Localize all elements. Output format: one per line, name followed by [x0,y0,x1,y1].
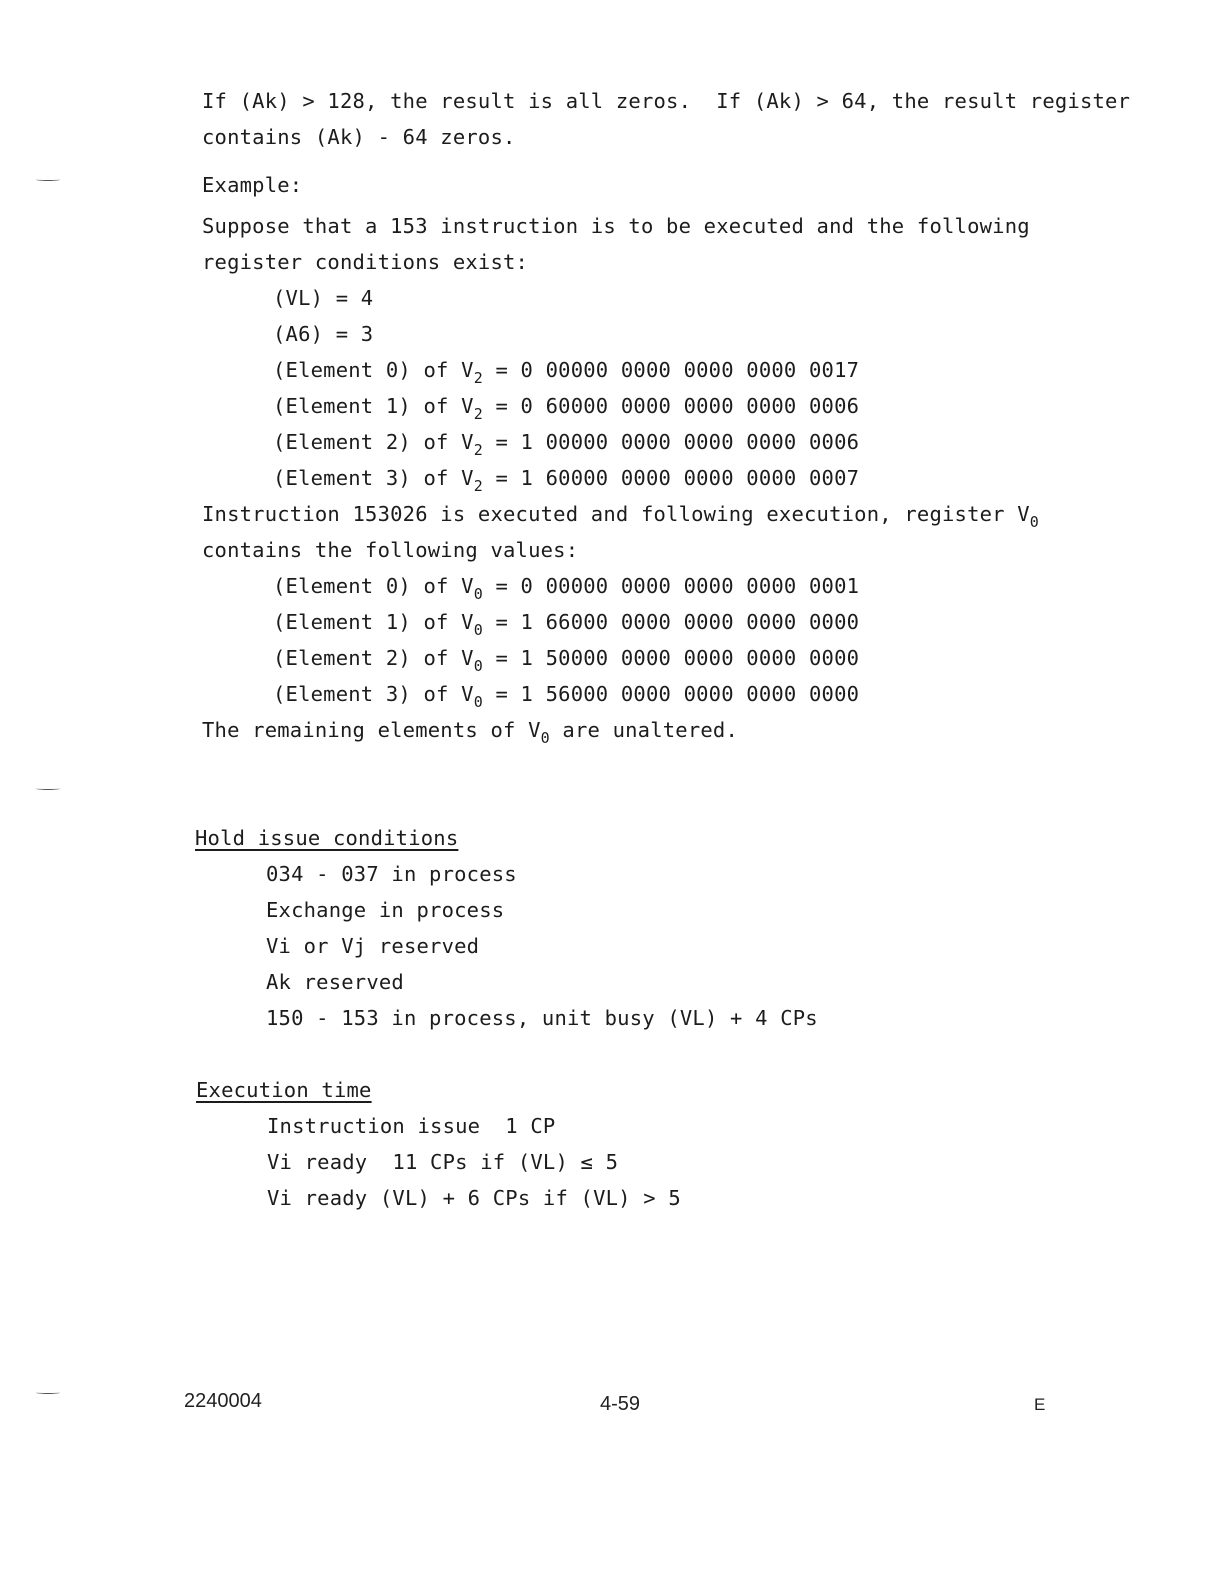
register-subscript: 0 [473,621,483,639]
hold-issue-heading: Hold issue conditions [195,826,459,850]
element-value: = 1 50000 0000 0000 0000 0000 [495,646,860,670]
statement-text: Instruction 153026 is executed and following execution, register V [202,502,1030,526]
element-value: = 0 00000 0000 0000 0000 0001 [495,574,860,598]
execution-time-heading: Execution time [196,1078,372,1102]
hold-condition-item: Vi or Vj reserved [266,934,480,958]
execution-time-item: Instruction issue 1 CP [267,1114,556,1138]
a6-condition: (A6) = 3 [273,322,374,346]
register-subscript: 2 [473,405,483,423]
v0-element-row [273,609,859,637]
element-label: (Element 2) of V [273,646,474,670]
example-desc-line-1: Suppose that a 153 instruction is to be executed and the following [202,214,1030,238]
intro-line-2: contains (Ak) - 64 zeros. [202,125,516,149]
register-subscript: 0 [473,585,483,603]
document-number: 2240004 [184,1390,262,1412]
v2-element-row [273,393,859,421]
register-subscript: 2 [473,369,483,387]
element-label: (Element 0) of V [273,358,474,382]
register-subscript: 0 [1029,513,1040,531]
element-value: = 1 66000 0000 0000 0000 0000 [495,610,860,634]
execution-time-item: Vi ready (VL) + 6 CPs if (VL) > 5 [267,1186,681,1210]
example-desc-line-2: register conditions exist: [202,250,529,274]
element-value: = 1 56000 0000 0000 0000 0000 [495,682,860,706]
v0-element-row [273,645,859,673]
hold-condition-item: Ak reserved [266,970,404,994]
register-subscript: 2 [473,477,483,495]
element-label: (Element 1) of V [273,394,474,418]
element-value: = 1 60000 0000 0000 0000 0007 [495,466,860,490]
margin-mark [36,787,60,790]
hold-condition-item: 034 - 037 in process [266,862,517,886]
execution-statement-line-1 [202,501,1039,529]
intro-line-1: If (Ak) > 128, the result is all zeros. If (Ak) > 64, the result register [202,89,1131,113]
revision-letter: E [1034,1395,1046,1414]
v2-element-row [273,429,859,457]
register-subscript: 0 [473,693,483,711]
note-text: The remaining elements of V [202,718,541,742]
margin-mark [36,1391,60,1394]
hold-condition-item: 150 - 153 in process, unit busy (VL) + 4 CPs [266,1006,818,1030]
element-label: (Element 3) of V [273,682,474,706]
element-value: = 1 00000 0000 0000 0000 0006 [495,430,860,454]
element-label: (Element 1) of V [273,610,474,634]
v0-element-row [273,573,859,601]
v0-element-row [273,681,859,709]
note-text: are unaltered. [549,718,739,742]
v2-element-row [273,357,859,385]
hold-condition-item: Exchange in process [266,898,505,922]
register-subscript: 0 [473,657,483,675]
element-label: (Element 3) of V [273,466,474,490]
element-label: (Element 0) of V [273,574,474,598]
element-value: = 0 60000 0000 0000 0000 0006 [495,394,860,418]
margin-mark [36,178,60,181]
page-number: 4-59 [600,1393,641,1415]
remaining-elements-note [202,717,738,745]
register-subscript: 0 [540,729,550,747]
execution-statement-line-2: contains the following values: [202,538,579,562]
register-subscript: 2 [473,441,483,459]
vl-condition: (VL) = 4 [273,286,374,310]
v2-element-row [273,465,859,493]
element-value: = 0 00000 0000 0000 0000 0017 [495,358,860,382]
execution-time-item: Vi ready 11 CPs if (VL) ≤ 5 [267,1150,619,1174]
element-label: (Element 2) of V [273,430,474,454]
example-heading: Example: [202,173,303,197]
